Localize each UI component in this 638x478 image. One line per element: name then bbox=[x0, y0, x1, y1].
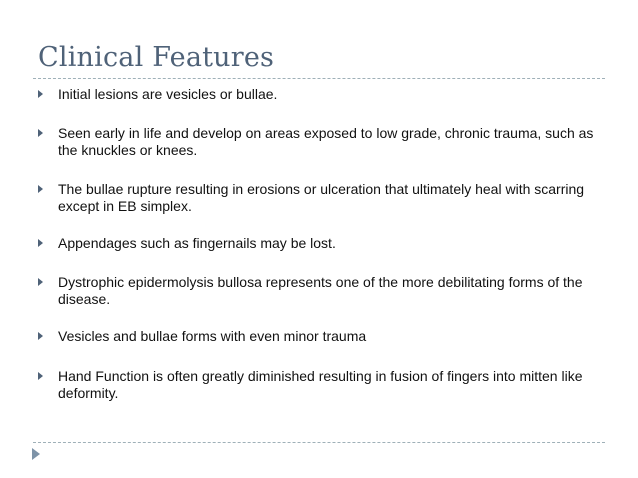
bullet-triangle-icon bbox=[38, 278, 43, 286]
bullet-text: Vesicles and bullae forms with even minor trauma bbox=[58, 328, 367, 344]
bullet-text: Dystrophic epidermolysis bullosa represents one of the more debilitating forms of the disease. bbox=[58, 274, 583, 307]
bullet-text: The bullae rupture resulting in erosions or ulceration that ultimately heal with scarring except in EB simplex. bbox=[58, 181, 585, 214]
slide-title: Clinical Features bbox=[38, 42, 275, 73]
bullet-text: Seen early in life and develop on areas exposed to low grade, chronic trauma, such as the knuckles or knees. bbox=[58, 125, 594, 158]
footer-divider bbox=[33, 442, 605, 443]
bullet-triangle-icon bbox=[38, 332, 43, 340]
bullet-triangle-icon bbox=[38, 90, 43, 98]
title-divider bbox=[33, 78, 605, 79]
bullet-text: Initial lesions are vesicles or bullae. bbox=[58, 86, 278, 102]
bullet-triangle-icon bbox=[38, 185, 43, 193]
bullet-triangle-icon bbox=[38, 239, 43, 247]
bullet-text: Hand Function is often greatly diminished resulting in fusion of fingers into mitten like deformity. bbox=[58, 368, 583, 401]
bullet-triangle-icon bbox=[38, 372, 43, 380]
bullet-text: Appendages such as fingernails may be lost. bbox=[58, 235, 336, 251]
bullet-triangle-icon bbox=[38, 129, 43, 137]
corner-triangle-icon bbox=[32, 448, 40, 460]
